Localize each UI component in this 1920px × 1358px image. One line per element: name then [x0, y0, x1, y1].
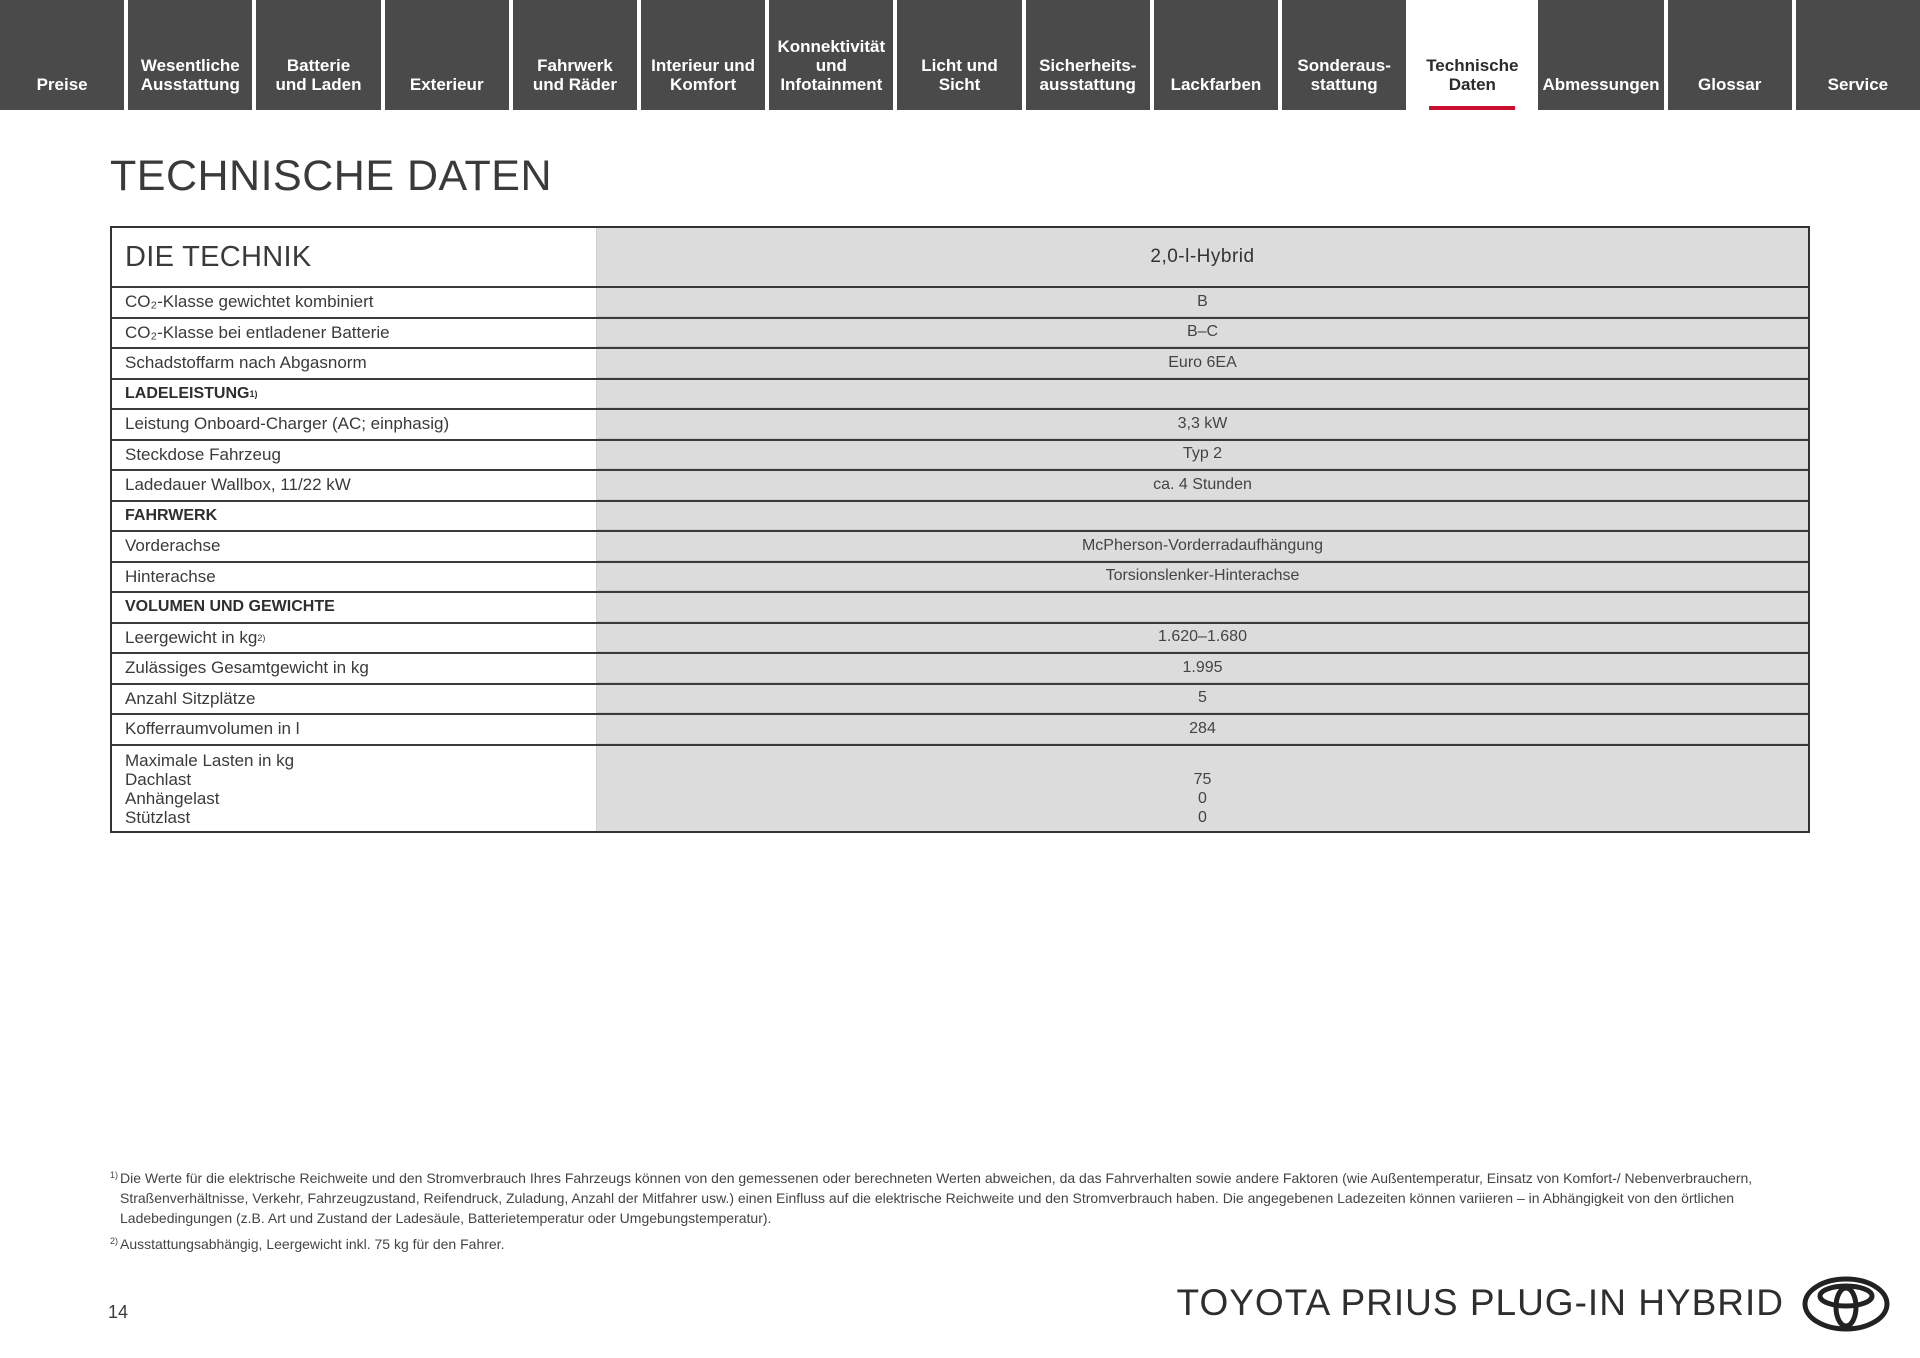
footnote-text: Ausstattungsabhängig, Leergewicht inkl. 75 kg für den Fahrer.	[120, 1236, 505, 1252]
tab-konnektivitaet[interactable]	[769, 0, 893, 110]
tab-licht-und-sicht[interactable]	[897, 0, 1021, 110]
section-title: LADELEISTUNG	[125, 384, 250, 402]
section-row-volumen	[112, 591, 1808, 622]
row-value: 5	[597, 685, 1808, 714]
row-value: B–C	[597, 319, 1808, 348]
section-row-fahrwerk	[112, 500, 1808, 531]
footnotes	[110, 1168, 1800, 1260]
section-label: VOLUMEN UND GEWICHTE	[112, 593, 597, 622]
footnote-mark: 2)	[110, 1236, 119, 1246]
row-label-group	[112, 746, 597, 831]
row-value-roof: 75	[1193, 770, 1212, 788]
footnote	[110, 1168, 1800, 1228]
tab-label: Exterieur	[409, 75, 484, 94]
table-row	[112, 439, 1808, 470]
footnote-text: Die Werte für die elektrische Reichweite und den Stromverbrauch Ihres Fahrzeugs können von den gemessenen oder berechneten Werten abweichen, da das Fahrverhalten sowie andere Faktoren (wie Außentemperatur, Einsatz von Komfort-/ Nebenverbrauchern, Straßenverhältnisse, Verkehr, Fahrzeugzustand, Reifendruck, Zuladung, Anzahl der Mitfahrer usw.) einen Einfluss auf die elektrische Reichweite und den Stromverbrauch haben. Die angegebenen Ladezeiten können variieren – in Abhängigkeit von den örtlichen Ladebedingungen (z.B. Art und Zustand der Ladesäule, Batterietemperatur oder Umgebungstemperatur).	[120, 1170, 1753, 1226]
section-label: LADELEISTUNG 1)	[112, 380, 597, 409]
table-header-row	[112, 228, 1808, 286]
row-label: Zulässiges Gesamtgewicht in kg	[112, 654, 597, 683]
row-value: 1.995	[597, 654, 1808, 683]
table-row-max-loads	[112, 744, 1808, 831]
tab-abmessungen[interactable]	[1538, 0, 1663, 110]
tab-preise[interactable]	[0, 0, 124, 110]
row-label: Steckdose Fahrzeug	[112, 441, 597, 470]
tab-interieur-und-komfort[interactable]	[641, 0, 765, 110]
tab-label: Konnektivität und Infotainment	[777, 37, 886, 94]
tab-sicherheitsausstattung[interactable]	[1026, 0, 1150, 110]
tab-technische-daten[interactable]	[1410, 0, 1534, 110]
row-label: Maximale Lasten in kg	[125, 750, 295, 770]
table-row	[112, 317, 1808, 348]
tab-batterie-und-laden[interactable]	[256, 0, 380, 110]
top-navigation	[0, 0, 1920, 110]
tab-lackfarben[interactable]	[1154, 0, 1278, 110]
footnote-mark: 1)	[110, 1170, 119, 1180]
tab-label: Sicherheits- ausstattung	[1039, 56, 1137, 94]
row-label: Leergewicht in kg 2)	[112, 624, 597, 653]
row-value: 284	[597, 715, 1808, 744]
row-value: Typ 2	[597, 441, 1808, 470]
row-label: CO₂-Klasse bei entladener Batterie	[112, 319, 597, 348]
table-row	[112, 622, 1808, 653]
table-header-label: DIE TECHNIK	[112, 228, 597, 286]
tab-label: Service	[1827, 75, 1889, 94]
tab-label: Preise	[36, 75, 88, 94]
row-value: ca. 4 Stunden	[597, 471, 1808, 500]
tab-label: Batterie und Laden	[275, 56, 362, 94]
table-row	[112, 286, 1808, 317]
tab-service[interactable]	[1796, 0, 1920, 110]
row-label-support: Stützlast	[125, 807, 191, 827]
section-label: FAHRWERK	[112, 502, 597, 531]
row-label-text: Leergewicht in kg	[125, 627, 258, 647]
row-label: Anzahl Sitzplätze	[112, 685, 597, 714]
row-value-trailer: 0	[1198, 789, 1207, 807]
row-label: Leistung Onboard-Charger (AC; einphasig)	[112, 410, 597, 439]
tab-label: Technische Daten	[1426, 56, 1519, 94]
brand-title: TOYOTA PRIUS PLUG-IN HYBRID	[1176, 1282, 1784, 1323]
row-value: 3,3 kW	[597, 410, 1808, 439]
tab-label: Abmessungen	[1542, 75, 1660, 94]
tab-exterieur[interactable]	[385, 0, 509, 110]
row-label: Schadstoffarm nach Abgasnorm	[112, 349, 597, 378]
section-value-empty	[597, 593, 1808, 622]
tab-label: Interieur und Komfort	[651, 56, 756, 94]
table-row	[112, 469, 1808, 500]
table-row	[112, 347, 1808, 378]
row-value: B	[597, 288, 1808, 317]
section-value-empty	[597, 380, 1808, 409]
section-value-empty	[597, 502, 1808, 531]
tab-wesentliche-ausstattung[interactable]	[128, 0, 252, 110]
tab-label: Licht und Sicht	[921, 56, 998, 94]
section-row-ladeleistung	[112, 378, 1808, 409]
table-row	[112, 713, 1808, 744]
table-row	[112, 530, 1808, 561]
row-label: Vorderachse	[112, 532, 597, 561]
tab-label: Lackfarben	[1170, 75, 1262, 94]
row-label: Kofferraumvolumen in l	[112, 715, 597, 744]
tab-fahrwerk-und-raeder[interactable]	[513, 0, 637, 110]
page-number: 14	[108, 1302, 129, 1322]
row-label: CO₂-Klasse gewichtet kombiniert	[112, 288, 597, 317]
tab-label: Wesentliche Ausstattung	[140, 56, 240, 94]
row-value: McPherson-Vorderradaufhängung	[597, 532, 1808, 561]
table-row	[112, 561, 1808, 592]
footnote	[110, 1234, 1800, 1254]
tab-label: Fahrwerk und Räder	[532, 56, 617, 94]
table-row	[112, 652, 1808, 683]
table-row	[112, 683, 1808, 714]
row-value: 1.620–1.680	[597, 624, 1808, 653]
row-label-trailer: Anhängelast	[125, 788, 220, 808]
row-value: Euro 6EA	[597, 349, 1808, 378]
row-value-group	[597, 746, 1808, 831]
row-label: Hinterachse	[112, 563, 597, 592]
row-label: Ladedauer Wallbox, 11/22 kW	[112, 471, 597, 500]
toyota-logo-icon	[1802, 1276, 1890, 1332]
tab-label: Glossar	[1698, 75, 1762, 94]
tab-glossar[interactable]	[1668, 0, 1792, 110]
tab-sonderausstattung[interactable]	[1282, 0, 1406, 110]
spec-table	[110, 226, 1810, 833]
table-row	[112, 408, 1808, 439]
tab-label: Sonderaus- stattung	[1297, 56, 1391, 94]
row-value: Torsionslenker-Hinterachse	[597, 563, 1808, 592]
row-label-roof: Dachlast	[125, 769, 192, 789]
table-header-value: 2,0-l-Hybrid	[597, 228, 1808, 286]
row-value-support: 0	[1198, 808, 1207, 826]
page-title: TECHNISCHE DATEN	[110, 152, 553, 200]
